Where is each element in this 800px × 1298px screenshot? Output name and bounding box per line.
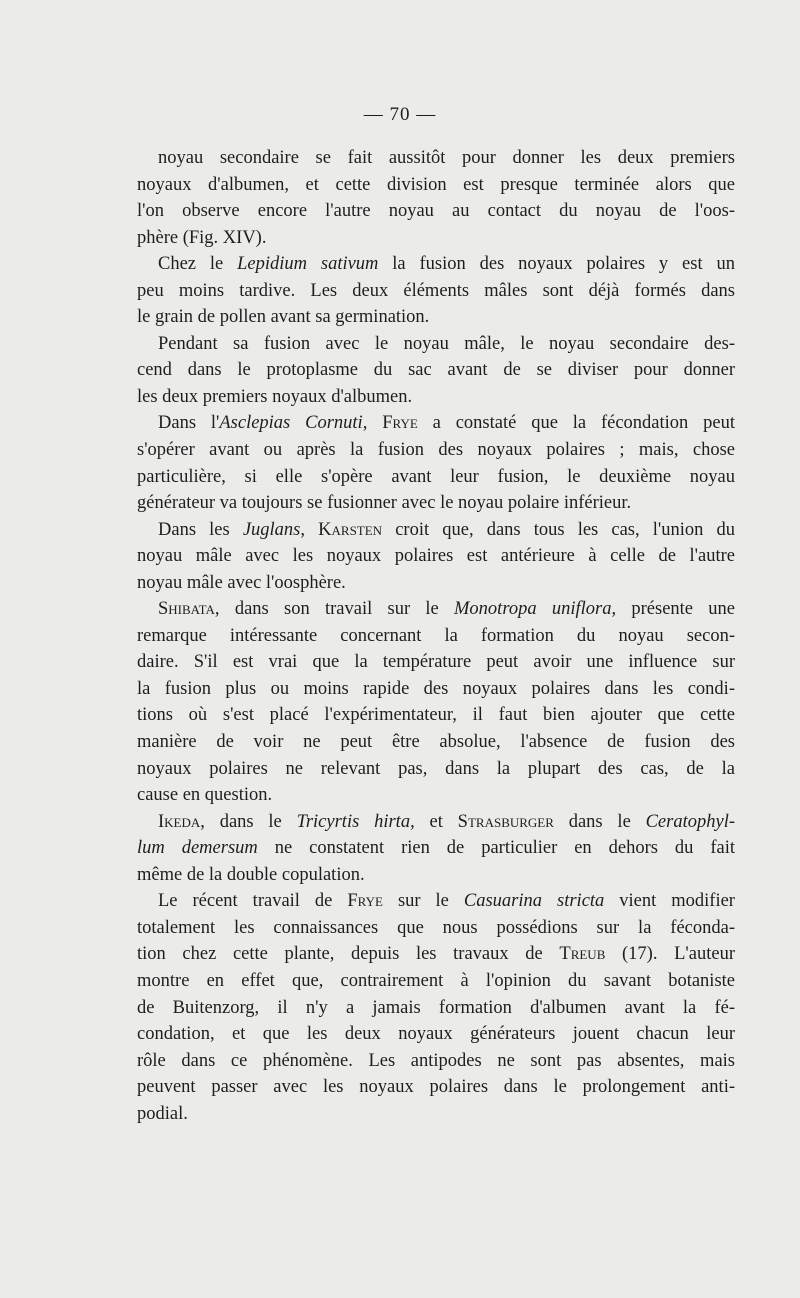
text-segment: peuvent passer avec les noyaux polaires dans le prolongement anti- (137, 1077, 735, 1098)
author-name: Karsten (318, 519, 383, 540)
text-line (137, 570, 735, 597)
text-segment: manière de voir ne peut être absolue, l'absence de fusion des (137, 732, 735, 753)
text-segment: la fusion des noyaux polaires y est un (378, 254, 735, 275)
text-segment: Le récent travail de (158, 891, 348, 912)
paragraph (137, 596, 735, 808)
text-segment: cause en question. (137, 785, 273, 806)
text-line (137, 437, 735, 464)
text-segment: daire. S'il est vrai que la température peut avoir une influence sur (137, 652, 735, 673)
text-line (137, 835, 735, 862)
text-segment: le grain de pollen avant sa germination. (137, 307, 430, 328)
text-line (137, 649, 735, 676)
text-line (137, 623, 735, 650)
text-segment: dans le (553, 811, 646, 832)
paragraph (137, 517, 735, 597)
text-segment: remarque intéressante concernant la formation du noyau secon- (137, 625, 735, 646)
text-segment: vient modifier (604, 891, 735, 912)
text-line (137, 145, 735, 172)
page-number: — 70 — (363, 104, 437, 125)
text-line (137, 304, 735, 331)
text-segment: podial. (137, 1103, 188, 1124)
paragraph (137, 251, 735, 331)
text-segment: montre en effet que, contrairement à l'opinion du savant botaniste (137, 970, 735, 991)
text-line (137, 278, 735, 305)
text-line (137, 464, 735, 491)
italic-text: Monotropa uniflora (454, 599, 612, 620)
text-line (137, 331, 735, 358)
text-segment: la fusion plus ou moins rapide des noyaux polaires dans les condi- (137, 678, 735, 699)
paragraph (137, 410, 735, 516)
text-line (137, 809, 735, 836)
text-line (137, 995, 735, 1022)
italic-text: Asclepias Cornuti (219, 413, 363, 434)
text-line (137, 596, 735, 623)
author-name: Shibata (158, 599, 215, 620)
text-segment: les deux premiers noyaux d'albumen. (137, 386, 413, 407)
text-segment: (17). L'auteur (605, 944, 735, 965)
text-line (137, 490, 735, 517)
text-segment: , (300, 519, 319, 540)
italic-text: Ceratophyl- (645, 811, 735, 832)
text-segment: croit que, dans tous les cas, l'union du (382, 519, 735, 540)
italic-text: Casuarina stricta (463, 891, 605, 912)
text-segment: Dans l' (158, 413, 220, 434)
text-segment: noyau mâle avec l'oosphère. (137, 572, 346, 593)
text-line (137, 782, 735, 809)
text-segment: particulière, si elle s'opère avant leur fusion, le deuxième noyau (137, 466, 735, 487)
paragraph (137, 145, 735, 251)
text-segment: ne constatent rien de particulier en dehors du fait (257, 838, 735, 859)
text-segment: tion chez cette plante, depuis les travaux de (137, 944, 560, 965)
text-segment: sur le (382, 891, 464, 912)
author-name: Frye (382, 413, 418, 434)
text-segment: , dans son travail sur le (214, 599, 455, 620)
text-segment: cend dans le protoplasme du sac avant de se diviser pour donner (137, 360, 735, 381)
text-segment: noyau secondaire se fait aussitôt pour donner les deux premiers (158, 148, 735, 168)
text-line (137, 1048, 735, 1075)
italic-text: lum demersum (137, 838, 258, 859)
text-segment: l'on observe encore l'autre noyau au contact du noyau de l'oos- (137, 201, 735, 222)
text-line (137, 968, 735, 995)
text-segment: totalement les connaissances que nous possédions sur la féconda- (137, 917, 735, 938)
body-text (137, 145, 735, 1127)
author-name: Treub (559, 944, 606, 965)
paragraph (137, 331, 735, 411)
text-segment: rôle dans ce phénomène. Les antipodes ne sont pas absentes, mais (137, 1050, 735, 1071)
text-segment: de Buitenzorg, il n'y a jamais formation d'albumen avant la fé- (137, 997, 735, 1018)
text-segment: s'opérer avant ou après la fusion des noyaux polaires ; mais, chose (137, 440, 735, 461)
text-line (137, 198, 735, 225)
text-segment: Dans les (158, 519, 243, 540)
text-line (137, 941, 735, 968)
paragraph (137, 809, 735, 889)
text-segment: phère (Fig. XIV). (137, 227, 267, 248)
text-line (137, 410, 735, 437)
text-line (137, 915, 735, 942)
author-name: Ikeda (158, 811, 201, 832)
author-name: Frye (347, 891, 383, 912)
text-line (137, 888, 735, 915)
text-segment: , présente une (611, 599, 735, 620)
text-segment: Pendant sa fusion avec le noyau mâle, le noyau secondaire des- (158, 333, 735, 354)
text-segment: a constaté que la fécondation peut (417, 413, 736, 434)
text-line (137, 225, 735, 252)
text-line (137, 756, 735, 783)
text-line (137, 676, 735, 703)
author-name: Strasburger (457, 811, 554, 832)
text-line (137, 702, 735, 729)
text-line (137, 862, 735, 889)
text-segment: Chez le (158, 254, 238, 275)
text-line (137, 384, 735, 411)
text-segment: générateur va toujours se fusionner avec le noyau polaire inférieur. (137, 493, 632, 514)
paragraph (137, 888, 735, 1127)
text-line (137, 729, 735, 756)
text-line (137, 543, 735, 570)
text-segment: tions où s'est placé l'expérimentateur, il faut bien ajouter que cette (137, 705, 735, 726)
text-segment: noyaux polaires ne relevant pas, dans la plupart des cas, de la (137, 758, 735, 779)
text-line (137, 1074, 735, 1101)
text-segment: , dans le (200, 811, 297, 832)
text-segment: , et (410, 811, 458, 832)
text-line (137, 357, 735, 384)
text-segment: , (362, 413, 383, 434)
italic-text: Tricyrtis hirta (296, 811, 411, 832)
text-segment: noyau mâle avec les noyaux polaires est antérieure à celle de l'autre (137, 546, 735, 567)
italic-text: Lepidium sativum (237, 254, 379, 275)
text-segment: peu moins tardive. Les deux éléments mâles sont déjà formés dans (137, 280, 735, 301)
text-segment: noyaux d'albumen, et cette division est presque terminée alors que (137, 174, 735, 195)
text-segment: condation, et que les deux noyaux générateurs jouent chacun leur (137, 1024, 735, 1045)
text-line (137, 1101, 735, 1128)
text-line (137, 517, 735, 544)
italic-text: Juglans (242, 519, 301, 540)
text-segment: même de la double copulation. (137, 864, 365, 885)
text-line (137, 172, 735, 199)
text-line (137, 251, 735, 278)
text-line (137, 1021, 735, 1048)
